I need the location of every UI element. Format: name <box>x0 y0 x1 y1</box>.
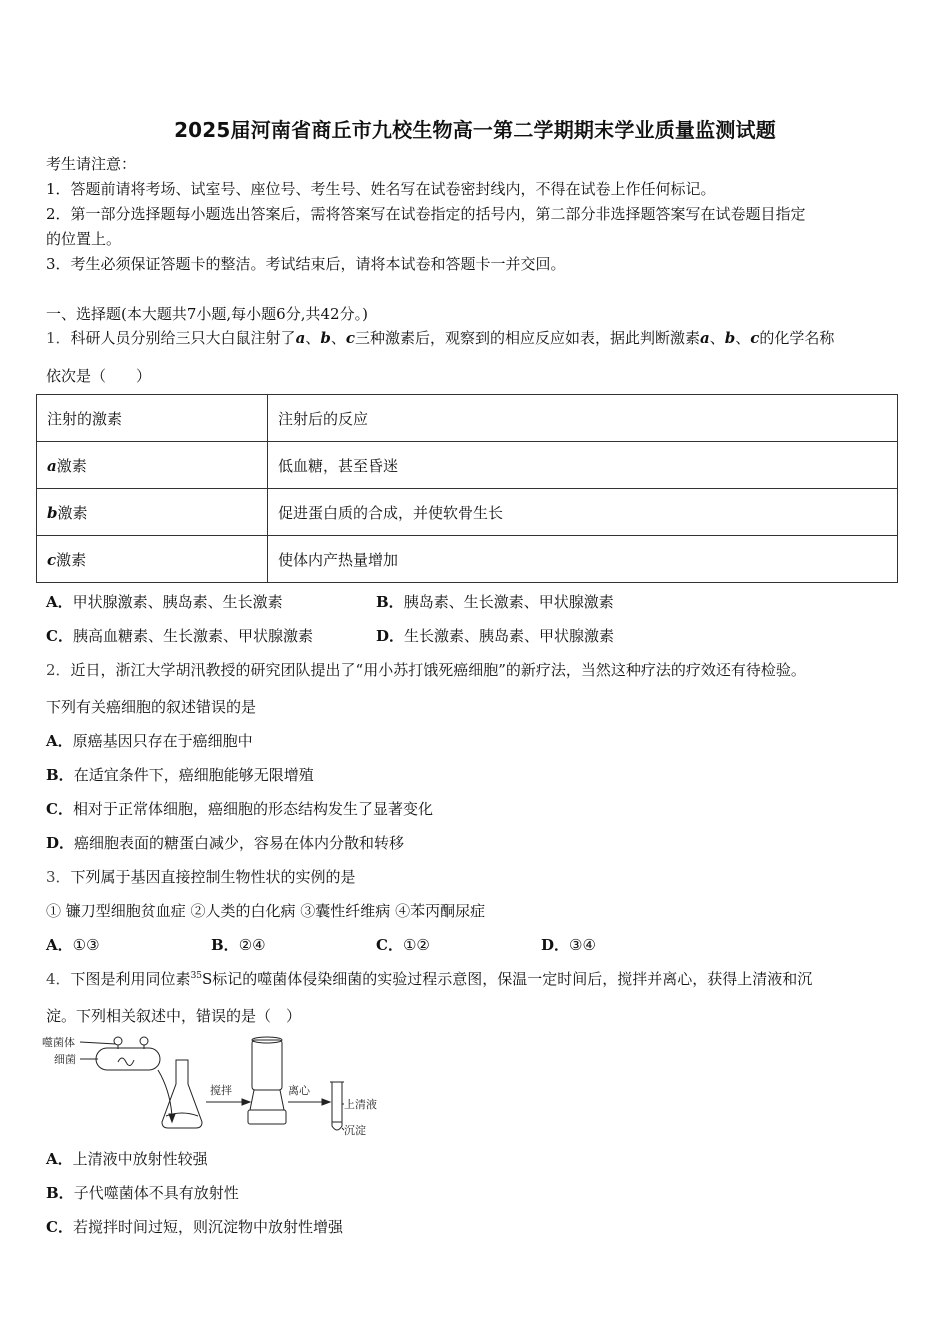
test-tube-shape <box>332 1082 342 1130</box>
table-row <box>37 536 898 583</box>
q4-option-a: A．上清液中放射性较强 <box>46 1150 208 1168</box>
experiment-diagram <box>40 1030 400 1140</box>
blender-shape <box>252 1040 282 1090</box>
bacterium-shape <box>96 1048 160 1070</box>
q4-option-b: B．子代噬菌体不具有放射性 <box>46 1184 239 1202</box>
notice-item-2-cont: 的位置上。 <box>46 230 122 248</box>
question-3-cont: ① 镰刀型细胞贫血症 ②人类的白化病 ③囊性纤维病 ④苯丙酮尿症 <box>46 902 486 920</box>
notice-heading: 考生请注意： <box>46 155 137 173</box>
question-3: 3．下列属于基因直接控制生物性状的实例的是 <box>46 868 356 886</box>
question-1-cont: 依次是（ ） <box>46 367 152 385</box>
table-cell: b激素 <box>37 489 268 536</box>
label-phage: 噬菌体 <box>42 1036 75 1049</box>
table-header-row <box>37 395 898 442</box>
label-sediment: 沉淀 <box>344 1124 366 1137</box>
question-4: 4．下图是利用同位素$^{35}$S标记的噬菌体侵染细菌的实验过程示意图，保温一定时间后，搅拌并离心，获得上清液和沉 <box>46 970 813 988</box>
q3-option-d: D．③④ <box>541 936 596 954</box>
question-2-cont: 下列有关癌细胞的叙述错误的是 <box>46 698 257 716</box>
table-row <box>37 489 898 536</box>
q2-option-a: A．原癌基因只存在于癌细胞中 <box>46 732 253 750</box>
table-header-cell: 注射后的反应 <box>268 395 898 442</box>
table-cell: 低血糖，甚至昏迷 <box>268 442 898 489</box>
label-bacteria: 细菌 <box>54 1053 76 1066</box>
notice-item-1: 1．答题前请将考场、试室号、座位号、考生号、姓名写在试卷密封线内，不得在试卷上作任何标记。 <box>46 180 716 198</box>
notice-item-2: 2．第一部分选择题每小题选出答案后，需将答案写在试卷指定的括号内，第二部分非选择题答案写在试卷题目指定 <box>46 205 806 223</box>
q4-option-c: C．若搅拌时间过短，则沉淀物中放射性增强 <box>46 1218 343 1236</box>
label-supernatant: 上清液 <box>344 1098 377 1111</box>
question-4-cont: 淀。下列相关叙述中，错误的是（ ） <box>46 1007 302 1025</box>
q2-option-b: B．在适宜条件下，癌细胞能够无限增殖 <box>46 766 314 784</box>
q2-option-d: D．癌细胞表面的糖蛋白减少，容易在体内分散和转移 <box>46 834 405 852</box>
question-2: 2．近日，浙江大学胡汛教授的研究团队提出了“用小苏打饿死癌细胞”的新疗法，当然这种疗法的疗效还有待检验。 <box>46 661 806 679</box>
page-title: 2025届河南省商丘市九校生物高一第二学期期末学业质量监测试题 <box>174 118 776 142</box>
q1-option-b: B．胰岛素、生长激素、甲状腺激素 <box>376 593 614 611</box>
question-number: 1． <box>46 329 71 347</box>
q1-option-a: A．甲状腺激素、胰岛素、生长激素 <box>46 593 283 611</box>
table-cell: 促进蛋白质的合成，并使软骨生长 <box>268 489 898 536</box>
table-cell: a激素 <box>37 442 268 489</box>
q1-option-c: C．胰高血糖素、生长激素、甲状腺激素 <box>46 627 313 645</box>
table-row <box>37 442 898 489</box>
q2-option-c: C．相对于正常体细胞，癌细胞的形态结构发生了显著变化 <box>46 800 433 818</box>
label-centrifuge: 离心 <box>288 1084 310 1097</box>
hormone-table <box>36 394 898 583</box>
q1-option-d: D．生长激素、胰岛素、甲状腺激素 <box>376 627 615 645</box>
question-1: 1．科研人员分别给三只大白鼠注射了a、b、c三种激素后，观察到的相应反应如表，据此判断激素a、b、c的化学名称 <box>46 329 835 347</box>
table-cell: c激素 <box>37 536 268 583</box>
label-stir: 搅拌 <box>210 1084 232 1097</box>
section-heading: 一、选择题(本大题共7小题,每小题6分,共42分。) <box>46 305 368 323</box>
phage-shape <box>114 1037 122 1045</box>
table-cell: 使体内产热量增加 <box>268 536 898 583</box>
q3-option-c: C．①② <box>376 936 430 954</box>
phage-shape <box>140 1037 148 1045</box>
q3-option-b: B．②④ <box>211 936 266 954</box>
notice-item-3: 3．考生必须保证答题卡的整洁。考试结束后，请将本试卷和答题卡一并交回。 <box>46 255 566 273</box>
q3-option-a: A．①③ <box>46 936 100 954</box>
table-header-cell: 注射的激素 <box>37 395 268 442</box>
